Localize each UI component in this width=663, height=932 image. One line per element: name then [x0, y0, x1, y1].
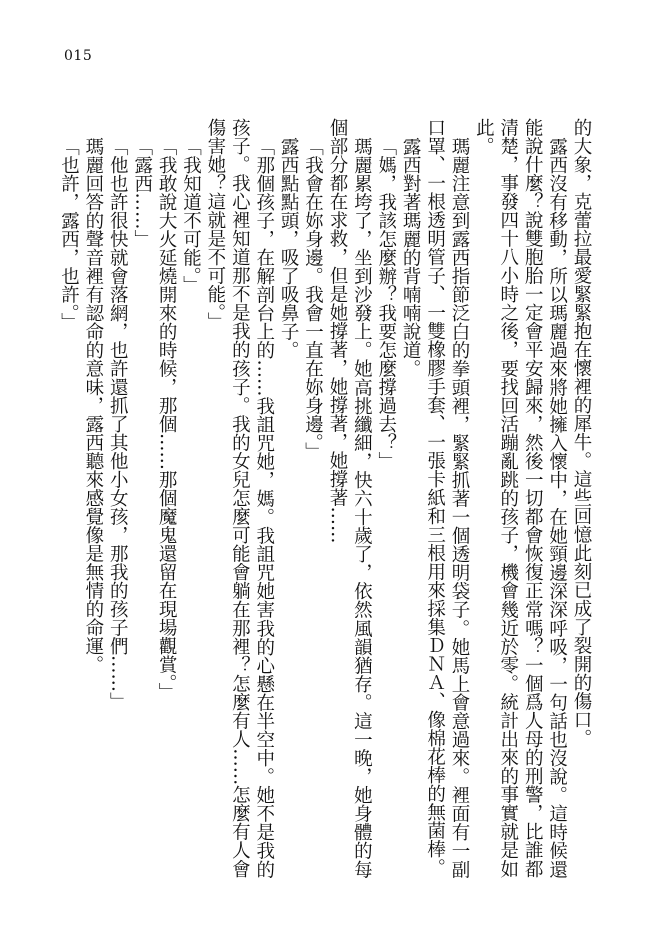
page-number: 015 — [64, 48, 93, 64]
vertical-text-body — [58, 118, 593, 878]
paragraph: 露西點點頭，吸了吸鼻子。 — [278, 136, 300, 359]
paragraph: 「露西……」 — [131, 136, 153, 248]
paragraph: 「也許，露西，也許。」 — [58, 136, 80, 331]
paragraph: 露西沒有移動，所以瑪麗過來將她擁入懷中，在她頸邊深深呼吸，一句話也沒說。這時候還能說什麼？說雙胞胎一定會平安歸來，然後一切都會恢復正常嗎？一個爲人母的刑警，比誰都清楚，事發四十八小時之後，要找回活蹦亂跳的孩子，機會幾近於零。統計出來的事實就是如此。 — [473, 118, 568, 878]
paragraph: 「我知道不可能。」 — [180, 136, 202, 294]
paragraph: 瑪麗累垮了，坐到沙發上。她高挑纖細，快六十歲了，依然風韻猶存。這一晚，她身體的每個部分都在求救，但是她撐著，她撐著，她撐著…… — [326, 118, 373, 878]
paragraph: 「我會在妳身邊。我會一直在妳身邊。」 — [302, 136, 324, 461]
paragraph: 「我敢說大火延燒開來的時候，那個……那個魔鬼還留在現場觀賞。」 — [156, 136, 178, 701]
paragraph: 的大象，克蕾拉最愛緊緊抱在懷裡的犀牛。這些回憶此刻已成了裂開的傷口。 — [571, 118, 592, 747]
paragraph: 「他也許很快就會落網，也許還抓了其他小女孩，那我的孩子們……」 — [107, 136, 129, 710]
paragraph: 瑪麗回答的聲音裡有認命的意味，露西聽來感覺像是無情的命運。 — [82, 136, 104, 673]
paragraph: 瑪麗注意到露西指節泛白的拳頭裡，緊緊抓著一個透明袋子。她馬上會意過來。裡面有一副口罩、一根透明管子、一雙橡膠手套、一張卡紙和三根用來採集ＤＮＡ、像棉花棒的無菌棒。 — [424, 118, 470, 878]
paragraph: 露西對著瑪麗的背喃喃說道。 — [400, 136, 422, 377]
paragraph: 「那個孩子，在解剖台上的……我詛咒她，媽。我詛咒她害我的心懸在半空中。她不是我的孩子。我心裡知道那不是我的孩子。我的女兒怎麼可能會躺在那裡？怎麼有人……怎麼有人會傷害她？這就是不可能。」 — [204, 118, 275, 878]
paragraph: 「媽，我該怎麼辦？我要怎麼撐過去？」 — [375, 136, 397, 470]
